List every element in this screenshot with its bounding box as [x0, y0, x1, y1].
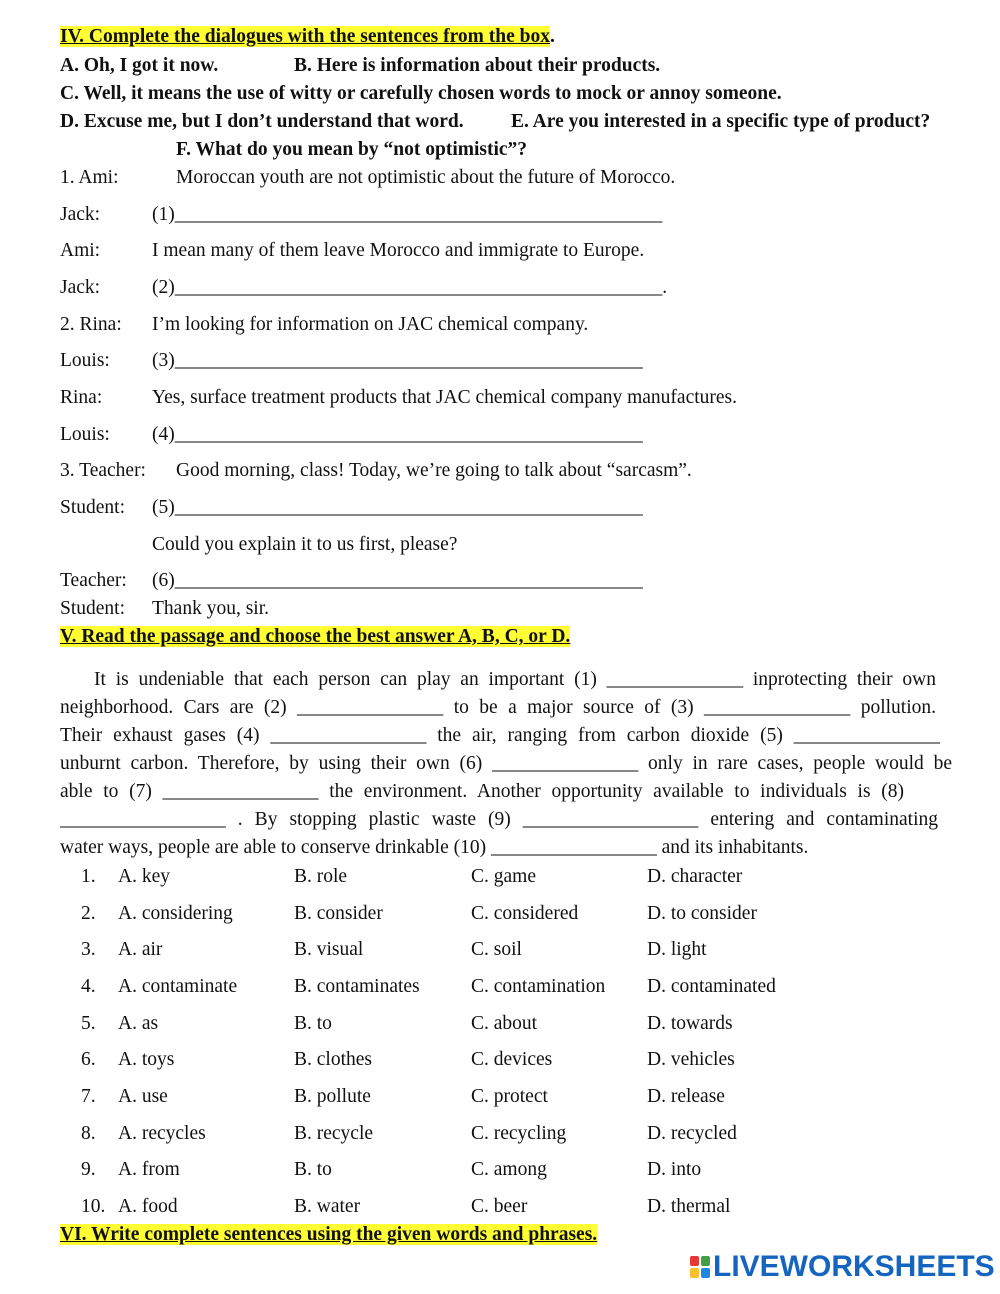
- dialogue-speaker: Student:: [60, 598, 126, 619]
- passage-line: _________________ . By stopping plastic waste (9) __________________ entering and contaminating: [60, 809, 938, 830]
- answer-option-a[interactable]: A. key: [118, 866, 170, 887]
- question-number: 1.: [81, 866, 96, 887]
- section-4-title: IV. Complete the dialogues with the sentences from the box.: [60, 26, 555, 47]
- answer-option-a[interactable]: A. use: [118, 1086, 168, 1107]
- answer-option-c[interactable]: C. game: [471, 866, 536, 887]
- answer-option-c[interactable]: C. soil: [471, 939, 522, 960]
- dialogue-text: Could you explain it to us first, please?: [152, 534, 458, 555]
- answer-option-d[interactable]: D. character: [647, 866, 743, 887]
- section-6-title: VI. Write complete sentences using the given words and phrases.: [60, 1224, 598, 1245]
- answer-option-b[interactable]: B. pollute: [294, 1086, 371, 1107]
- answer-blank-4[interactable]: (4)________________________________________________: [152, 424, 643, 445]
- answer-option-b[interactable]: B. role: [294, 866, 348, 887]
- question-number: 5.: [81, 1013, 96, 1034]
- answer-option-b[interactable]: B. contaminates: [294, 976, 420, 997]
- answer-option-c[interactable]: C. contamination: [471, 976, 606, 997]
- option-a: A. Oh, I got it now.: [60, 55, 219, 76]
- dialogue-speaker: Ami:: [60, 240, 101, 261]
- answer-option-b[interactable]: B. clothes: [294, 1049, 372, 1070]
- answer-option-c[interactable]: C. protect: [471, 1086, 548, 1107]
- answer-option-c[interactable]: C. considered: [471, 903, 579, 924]
- answer-option-a[interactable]: A. recycles: [118, 1123, 206, 1144]
- logo-block: [690, 1268, 699, 1278]
- logo-block: [701, 1256, 710, 1266]
- dialogue-speaker: 3. Teacher:: [60, 460, 146, 481]
- answer-option-a[interactable]: A. air: [118, 939, 163, 960]
- answer-option-a[interactable]: A. toys: [118, 1049, 175, 1070]
- answer-option-c[interactable]: C. about: [471, 1013, 538, 1034]
- logo-text: LIVEWORKSHEETS: [713, 1250, 995, 1283]
- logo-block: [690, 1256, 699, 1266]
- answer-option-c[interactable]: C. devices: [471, 1049, 553, 1070]
- passage-line: Their exhaust gases (4) ________________ the air, ranging from carbon dioxide (5) _______________: [60, 725, 940, 746]
- dialogue-speaker: Louis:: [60, 350, 110, 371]
- answer-option-d[interactable]: D. contaminated: [647, 976, 776, 997]
- answer-option-d[interactable]: D. towards: [647, 1013, 733, 1034]
- answer-blank-3[interactable]: (3)________________________________________________: [152, 350, 643, 371]
- dialogue-speaker: Louis:: [60, 424, 110, 445]
- option-b: B. Here is information about their products.: [294, 55, 661, 76]
- question-number: 4.: [81, 976, 96, 997]
- dialogue-speaker: 1. Ami:: [60, 167, 119, 188]
- answer-option-a[interactable]: A. from: [118, 1159, 180, 1180]
- dialogue-speaker: 2. Rina:: [60, 314, 122, 335]
- answer-option-b[interactable]: B. to: [294, 1159, 332, 1180]
- option-c: C. Well, it means the use of witty or carefully chosen words to mock or annoy someone.: [60, 83, 782, 104]
- answer-option-b[interactable]: B. water: [294, 1196, 361, 1217]
- passage-line: It is undeniable that each person can play an important (1) ______________ inprotecting their own: [94, 669, 936, 690]
- logo-blocks-icon: [690, 1256, 710, 1278]
- option-d: D. Excuse me, but I don’t understand that word.: [60, 111, 464, 132]
- question-number: 2.: [81, 903, 96, 924]
- answer-option-b[interactable]: B. consider: [294, 903, 383, 924]
- answer-option-b[interactable]: B. recycle: [294, 1123, 374, 1144]
- dialogue-text: I mean many of them leave Morocco and immigrate to Europe.: [152, 240, 645, 261]
- dialogue-speaker: Teacher:: [60, 570, 127, 591]
- answer-option-a[interactable]: A. as: [118, 1013, 159, 1034]
- dialogue-speaker: Rina:: [60, 387, 103, 408]
- dialogue-text: Yes, surface treatment products that JAC chemical company manufactures.: [152, 387, 737, 408]
- answer-option-d[interactable]: D. into: [647, 1159, 702, 1180]
- answer-blank-2[interactable]: (2)__________________________________________________.: [152, 277, 668, 298]
- question-number: 9.: [81, 1159, 96, 1180]
- question-number: 3.: [81, 939, 96, 960]
- logo-block: [701, 1268, 710, 1278]
- answer-option-b[interactable]: B. to: [294, 1013, 332, 1034]
- answer-option-d[interactable]: D. vehicles: [647, 1049, 735, 1070]
- dialogue-text: I’m looking for information on JAC chemical company.: [152, 314, 589, 335]
- dialogue-text: Good morning, class! Today, we’re going to talk about “sarcasm”.: [176, 460, 692, 481]
- question-number: 8.: [81, 1123, 96, 1144]
- answer-option-b[interactable]: B. visual: [294, 939, 364, 960]
- liveworksheets-logo: [690, 1252, 995, 1282]
- answer-option-c[interactable]: C. recycling: [471, 1123, 567, 1144]
- passage-line: neighborhood. Cars are (2) _______________ to be a major source of (3) _______________ pollution.: [60, 697, 936, 718]
- dialogue-speaker: Jack:: [60, 277, 101, 298]
- answer-option-d[interactable]: D. thermal: [647, 1196, 731, 1217]
- dialogue-text: Thank you, sir.: [152, 598, 269, 619]
- answer-option-c[interactable]: C. among: [471, 1159, 547, 1180]
- question-number: 10.: [81, 1196, 106, 1217]
- dialogue-text: Moroccan youth are not optimistic about the future of Morocco.: [176, 167, 676, 188]
- answer-blank-6[interactable]: (6)________________________________________________: [152, 570, 643, 591]
- question-number: 7.: [81, 1086, 96, 1107]
- passage-line: able to (7) ________________ the environment. Another opportunity available to individuals is (8): [60, 781, 904, 802]
- dialogue-speaker: Student:: [60, 497, 126, 518]
- answer-option-d[interactable]: D. light: [647, 939, 707, 960]
- section-5-title: V. Read the passage and choose the best answer A, B, C, or D.: [60, 626, 571, 647]
- answer-option-a[interactable]: A. food: [118, 1196, 178, 1217]
- passage-line: water ways, people are able to conserve drinkable (10) _________________ and its inhabitants.: [60, 837, 809, 858]
- answer-option-a[interactable]: A. considering: [118, 903, 233, 924]
- answer-blank-5[interactable]: (5)________________________________________________: [152, 497, 643, 518]
- question-number: 6.: [81, 1049, 96, 1070]
- answer-option-d[interactable]: D. to consider: [647, 903, 757, 924]
- passage-line: unburnt carbon. Therefore, by using their own (6) _______________ only in rare cases, people would be: [60, 753, 952, 774]
- answer-option-d[interactable]: D. release: [647, 1086, 725, 1107]
- answer-option-c[interactable]: C. beer: [471, 1196, 528, 1217]
- answer-blank-1[interactable]: (1)__________________________________________________: [152, 204, 663, 225]
- option-e: E. Are you interested in a specific type of product?: [511, 111, 931, 132]
- answer-option-d[interactable]: D. recycled: [647, 1123, 737, 1144]
- answer-option-a[interactable]: A. contaminate: [118, 976, 238, 997]
- dialogue-speaker: Jack:: [60, 204, 101, 225]
- option-f: F. What do you mean by “not optimistic”?: [176, 139, 528, 160]
